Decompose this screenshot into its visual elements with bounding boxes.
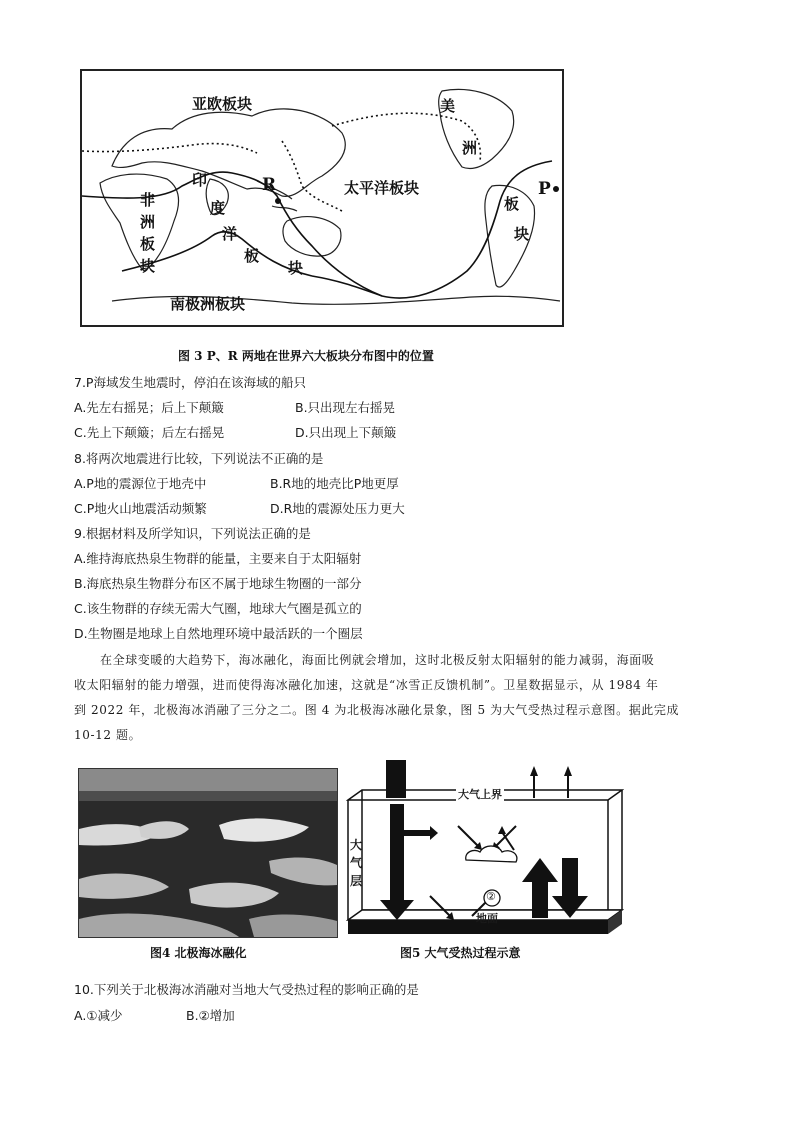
indian-plate-char-1: 印 (192, 171, 208, 189)
point-p-marker (553, 186, 559, 192)
passage-line-2: 收太阳辐射的能力增强，进而使得海冰融化加速，这就是“冰雪正反馈机制”。卫星数据显示，从 1984 年 (74, 678, 659, 692)
figure4-caption: 图4 北极海冰融化 (150, 946, 247, 960)
question-9-option-a: A.维持海底热泉生物群的能量，主要来自于太阳辐射 (74, 551, 362, 566)
question-9-option-b: B.海底热泉生物群分布区不属于地球生物圈的一部分 (74, 576, 362, 591)
passage-line-1: 在全球变暖的大趋势下，海冰融化，海面比例就会增加，这时北极反射太阳辐射的能力减弱，海面吸 (100, 653, 655, 667)
atmosphere-side-char-1: 大 (350, 838, 363, 852)
america-plate-char-2: 洲 (462, 139, 478, 157)
passage-line-3: 到 2022 年，北极海冰消融了三分之二。图 4 为北极海冰融化景象，图 5 为大气受热过程示意图。据此完成 (74, 703, 680, 717)
america-plate-char-4: 块 (514, 225, 530, 243)
question-10-option-b: B.②增加 (186, 1008, 235, 1023)
africa-plate-char-1: 非 (140, 191, 156, 209)
question-10-stem: 10.下列关于北极海冰消融对当地大气受热过程的影响正确的是 (74, 982, 419, 997)
eurasia-plate-label: 亚欧板块 (192, 95, 253, 113)
africa-plate-char-4: 块 (140, 257, 156, 275)
atmosphere-side-char-2: 气 (350, 856, 363, 870)
question-8-option-a: A.P地的震源位于地壳中 (74, 476, 207, 491)
atmosphere-side-char-3: 层 (350, 874, 363, 888)
indian-plate-char-2: 度 (210, 199, 226, 217)
question-7-option-b: B.只出现左右摇晃 (295, 400, 396, 415)
indian-plate-char-3: 洋 (222, 225, 238, 243)
question-9-stem: 9.根据材料及所学知识，下列说法正确的是 (74, 526, 311, 541)
point-r-marker (275, 198, 281, 204)
point-r-label: R (262, 175, 277, 195)
plate-map (80, 69, 564, 327)
question-9-option-c: C.该生物群的存续无需大气圈，地球大气圈是孤立的 (74, 601, 362, 616)
africa-plate-char-3: 板 (140, 235, 156, 253)
figure5-caption: 图5 大气受热过程示意 (400, 946, 521, 960)
ground-label: 地面 (476, 912, 498, 925)
figure3-caption: 图 3 P、R 两地在世界六大板块分布图中的位置 (178, 349, 434, 363)
point-p-label: P (538, 179, 551, 199)
question-8-option-c: C.P地火山地震活动频繁 (74, 501, 207, 516)
question-7-option-a: A.先左右摇晃；后上下颠簸 (74, 400, 224, 415)
question-7-option-c: C.先上下颠簸；后左右摇晃 (74, 425, 225, 440)
indian-plate-char-4: 板 (244, 247, 260, 265)
question-8-option-d: D.R地的震源处压力更大 (270, 501, 405, 516)
arctic-ice-photo (78, 768, 338, 938)
america-plate-char-3: 板 (504, 195, 520, 213)
marker-2-label: ② (486, 890, 496, 903)
pacific-plate-label: 太平洋板块 (344, 179, 420, 197)
america-plate-char-1: 美 (440, 97, 456, 115)
antarctic-plate-label: 南极洲板块 (170, 295, 246, 313)
atmosphere-top-label: 大气上界 (458, 788, 502, 801)
africa-plate-char-2: 洲 (140, 213, 156, 231)
question-7-stem: 7.P海域发生地震时，停泊在该海域的船只 (74, 375, 306, 390)
indian-plate-char-5: 块 (288, 259, 304, 277)
atmosphere-heating-diagram (346, 760, 624, 940)
passage-line-4: 10-12 题。 (74, 728, 142, 742)
question-8-stem: 8.将两次地震进行比较，下列说法不正确的是 (74, 451, 324, 466)
question-9-option-d: D.生物圈是地球上自然地理环境中最活跃的一个圈层 (74, 626, 363, 641)
question-7-option-d: D.只出现上下颠簸 (295, 425, 397, 440)
question-10-option-a: A.①减少 (74, 1008, 123, 1023)
question-8-option-b: B.R地的地壳比P地更厚 (270, 476, 399, 491)
